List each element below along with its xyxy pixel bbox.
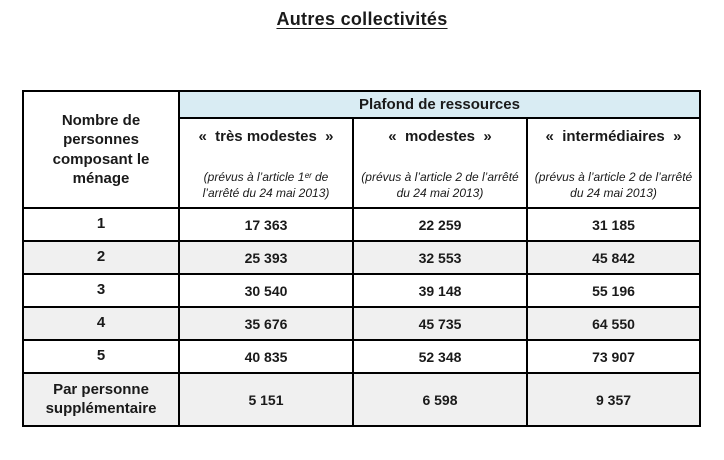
ceiling-value: 6 598 (353, 373, 527, 426)
ceiling-value: 35 676 (179, 307, 353, 340)
ceiling-value: 73 907 (527, 340, 700, 373)
ceiling-value: 31 185 (527, 208, 700, 241)
column-header-0 (179, 118, 353, 208)
row-label: 5 (23, 340, 179, 373)
table-row (23, 241, 700, 274)
page-title: Autres collectivités (276, 9, 448, 29)
ceiling-value: 22 259 (353, 208, 527, 241)
group-header-row (23, 91, 700, 118)
household-size-header: Nombre de personnes composant le ménage (23, 91, 179, 208)
table-row (23, 373, 700, 426)
ceiling-value: 9 357 (527, 373, 700, 426)
ceiling-value: 39 148 (353, 274, 527, 307)
table-row (23, 274, 700, 307)
ceiling-value: 5 151 (179, 373, 353, 426)
table-row (23, 208, 700, 241)
resource-ceiling-table-wrapper (22, 90, 701, 427)
table-row (23, 307, 700, 340)
resource-ceiling-table (22, 90, 701, 427)
row-label: 4 (23, 307, 179, 340)
row-label: 1 (23, 208, 179, 241)
ceiling-value: 30 540 (179, 274, 353, 307)
column-quote-label: « intermédiaires » (545, 127, 682, 145)
column-quote-label: « modestes » (388, 127, 492, 145)
column-note: (prévus à l’article 1ᵉʳ de l’arrêté du 24 mai 2013) (202, 169, 330, 200)
column-quote-label: « très modestes » (198, 127, 334, 145)
ceiling-value: 40 835 (179, 340, 353, 373)
column-note: (prévus à l’article 2 de l’arrêté du 24 mai 2013) (534, 169, 693, 200)
column-note: (prévus à l’article 2 de l’arrêté du 24 mai 2013) (361, 169, 519, 200)
ceiling-value: 55 196 (527, 274, 700, 307)
table-body (23, 208, 700, 426)
ceiling-value: 32 553 (353, 241, 527, 274)
ceiling-value: 25 393 (179, 241, 353, 274)
row-label: Par personne supplémentaire (23, 373, 179, 426)
column-header-1 (353, 118, 527, 208)
ceiling-value: 17 363 (179, 208, 353, 241)
ceiling-value: 52 348 (353, 340, 527, 373)
resource-ceiling-group-header: Plafond de ressources (179, 91, 700, 118)
row-label: 3 (23, 274, 179, 307)
ceiling-value: 45 842 (527, 241, 700, 274)
row-label: 2 (23, 241, 179, 274)
column-header-2 (527, 118, 700, 208)
ceiling-value: 45 735 (353, 307, 527, 340)
ceiling-value: 64 550 (527, 307, 700, 340)
table-row (23, 340, 700, 373)
